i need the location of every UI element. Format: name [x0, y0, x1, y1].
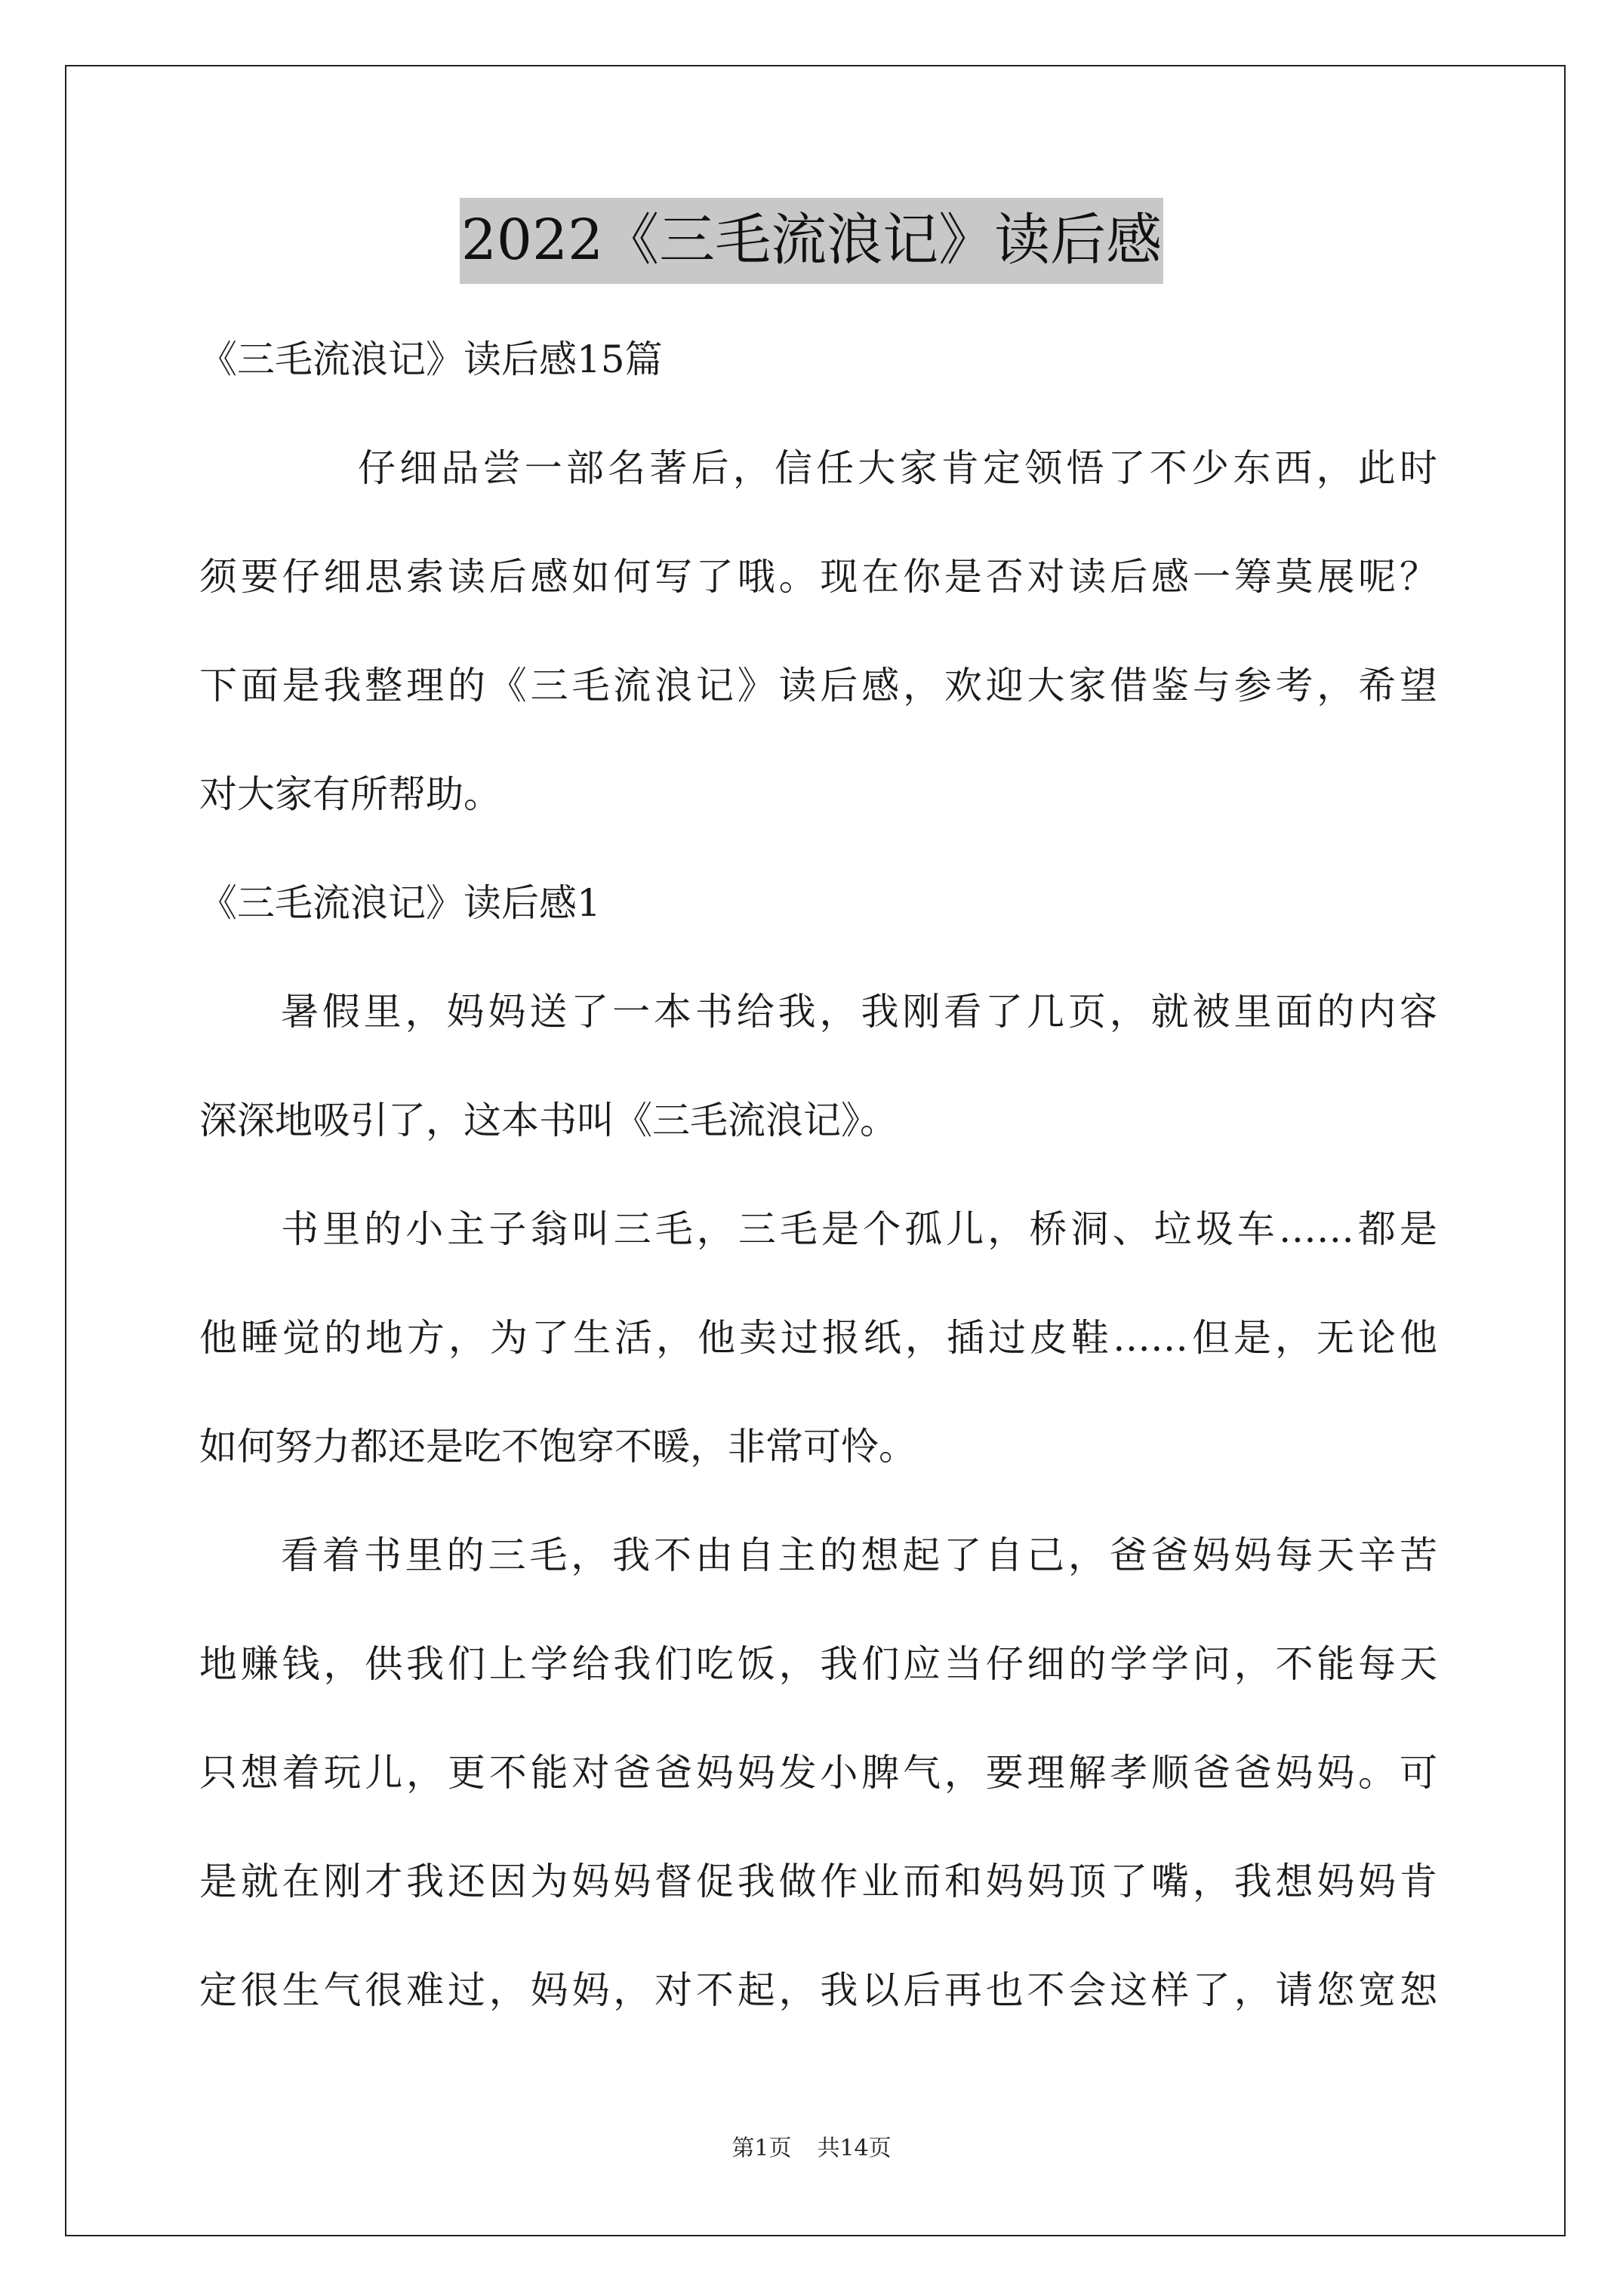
paragraph-3-line-1: 看着书里的三毛，我不由自主的想起了自己，爸爸妈妈每天辛苦	[281, 1533, 1437, 1577]
document-body	[199, 305, 1437, 2045]
paragraph-2-line-2: 他睡觉的地方，为了生活，他卖过报纸，插过皮鞋……但是，无论他	[199, 1316, 1437, 1360]
paragraph-3-line-4: 是就在刚才我还因为妈妈督促我做作业而和妈妈顶了嘴，我想妈妈肯	[199, 1860, 1437, 1903]
section-heading-1: 《三毛流浪记》读后感1	[199, 881, 601, 925]
paragraph-2-line-3: 如何努力都还是吃不饱穿不暖，非常可怜。	[199, 1425, 916, 1469]
page-number: 第1页	[731, 2135, 792, 2162]
intro-line-2: 须要仔细思索读后感如何写了哦。现在你是否对读后感一筹莫展呢？	[199, 555, 1437, 599]
paragraph-3-line-5: 定很生气很难过，妈妈，对不起，我以后再也不会这样了，请您宽恕	[199, 1968, 1437, 2012]
page-total: 共14页	[817, 2135, 892, 2162]
page-footer	[0, 2134, 1623, 2164]
paragraph-1-line-2: 深深地吸引了，这本书叫《三毛流浪记》。	[199, 1099, 898, 1142]
paragraph-2-line-1: 书里的小主子翁叫三毛，三毛是个孤儿，桥洞、垃圾车……都是	[281, 1207, 1437, 1251]
document-title: 2022《三毛流浪记》读后感	[460, 198, 1163, 284]
title-container	[0, 198, 1623, 284]
intro-line-1: 仔细品尝一部名著后，信任大家肯定领悟了不少东西，此时	[358, 446, 1437, 490]
subtitle-line: 《三毛流浪记》读后感15篇	[199, 337, 663, 381]
intro-line-3: 下面是我整理的《三毛流浪记》读后感，欢迎大家借鉴与参考，希望	[199, 664, 1437, 707]
paragraph-1-line-1: 暑假里，妈妈送了一本书给我，我刚看了几页，就被里面的内容	[281, 990, 1437, 1034]
paragraph-3-line-2: 地赚钱，供我们上学给我们吃饭，我们应当仔细的学学问，不能每天	[199, 1642, 1437, 1686]
paragraph-3-line-3: 只想着玩儿，更不能对爸爸妈妈发小脾气，要理解孝顺爸爸妈妈。可	[199, 1751, 1437, 1795]
intro-line-4: 对大家有所帮助。	[199, 772, 501, 816]
